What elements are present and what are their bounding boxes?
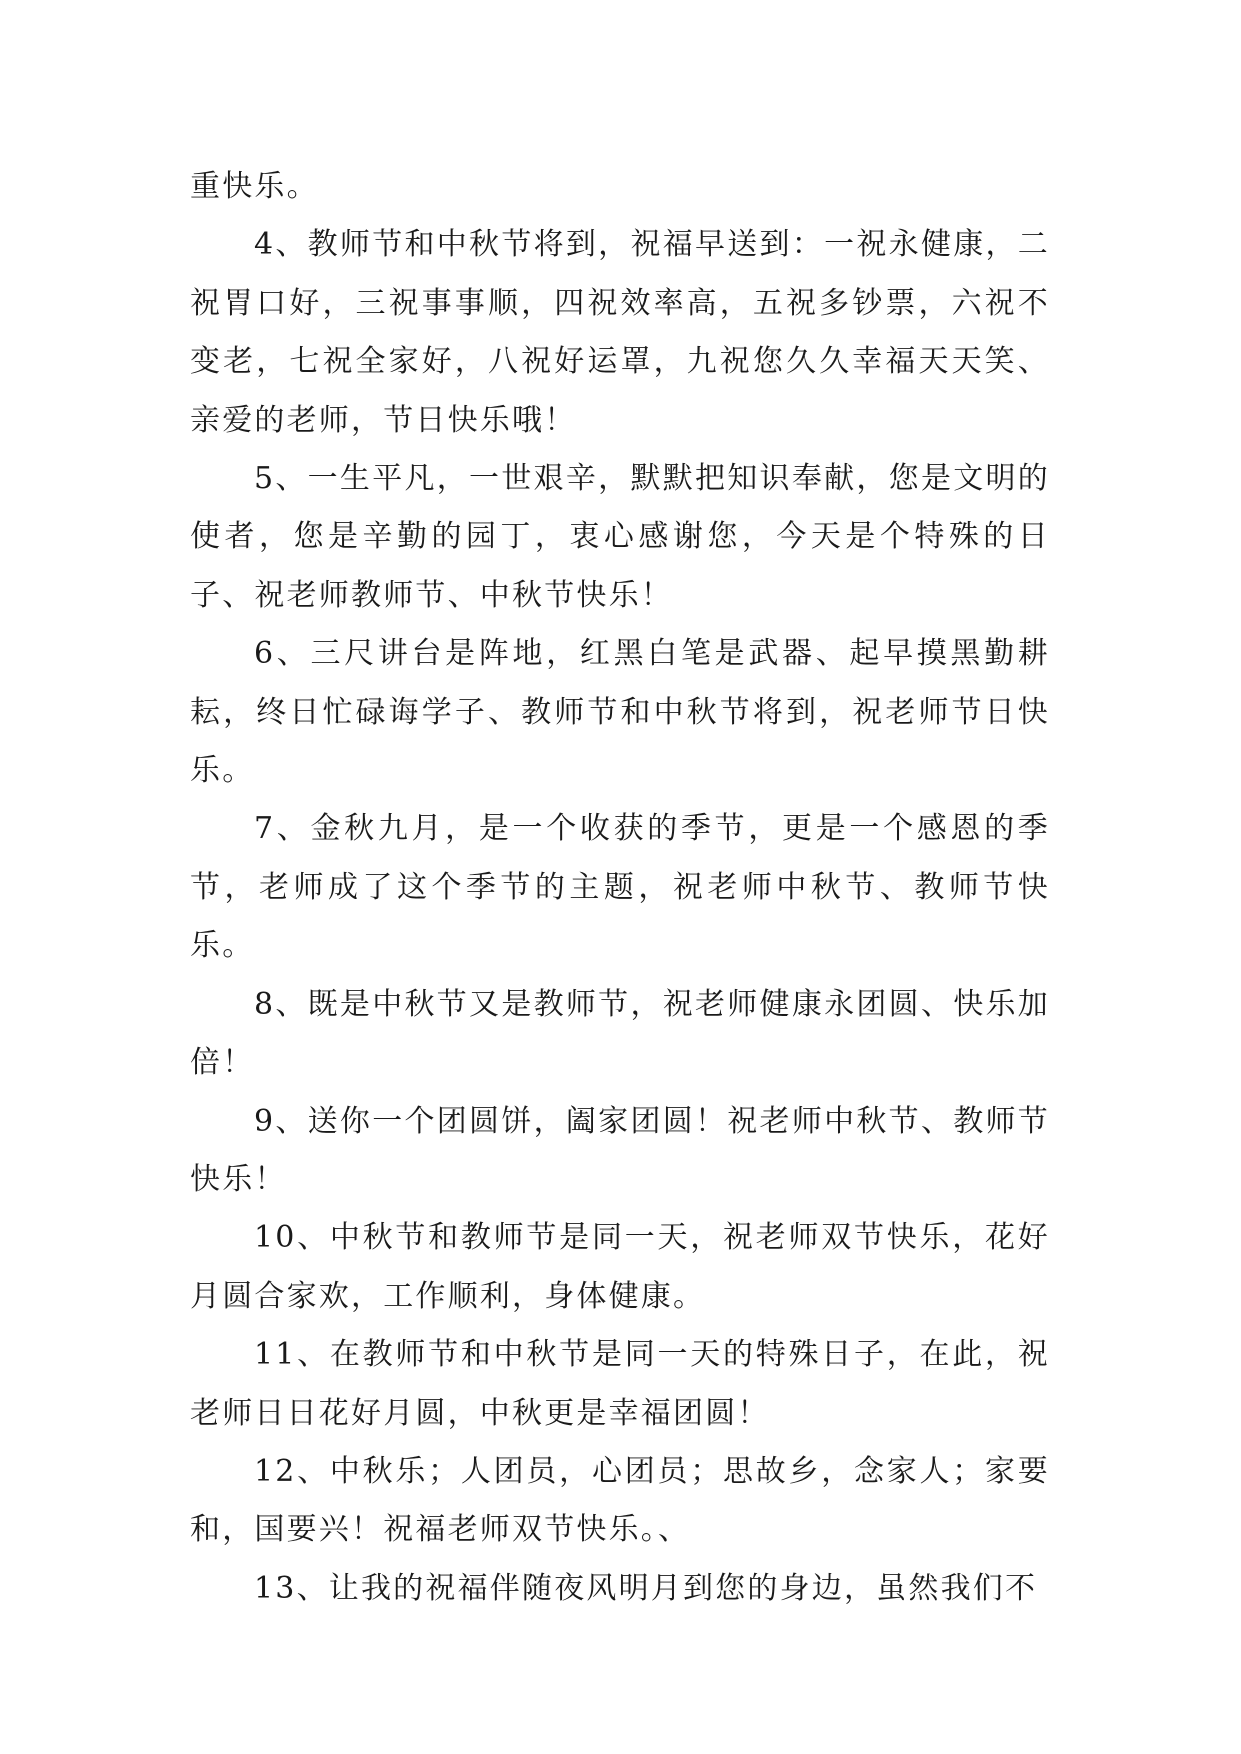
paragraph-continuation: 重快乐。	[190, 169, 319, 204]
paragraph-item-6: 6、三尺讲台是阵地，红黑白笔是武器、起早摸黑勤耕耘，终日忙碌诲学子、教师节和中秋节将到，祝老师节日快乐。	[190, 636, 1050, 789]
paragraph-item-4: 4、教师节和中秋节将到，祝福早送到：一祝永健康，二祝胃口好，三祝事事顺，四祝效率高，五祝多钞票，六祝不变老，七祝全家好，八祝好运罩，九祝您久久幸福天天笑、亲爱的老师，节日快乐哦！	[190, 227, 1050, 438]
paragraph-item-8: 8、既是中秋节又是教师节，祝老师健康永团圆、快乐加倍！	[190, 986, 1050, 1081]
paragraph-item-9: 9、送你一个团圆饼，阖家团圆！祝老师中秋节、教师节快乐！	[190, 1103, 1050, 1197]
paragraph-item-7: 7、金秋九月，是一个收获的季节，更是一个感恩的季节，老师成了这个季节的主题，祝老师中秋节、教师节快乐。	[190, 811, 1050, 964]
document-body	[190, 158, 1050, 1618]
paragraph-item-13: 13、让我的祝福伴随夜风明月到您的身边，虽然我们不	[254, 1570, 1038, 1606]
paragraph-item-10: 10、中秋节和教师节是同一天，祝老师双节快乐，花好月圆合家欢，工作顺利，身体健康。	[190, 1220, 1050, 1314]
paragraph-item-5: 5、一生平凡，一世艰辛，默默把知识奉献，您是文明的使者，您是辛勤的园丁，衷心感谢您，今天是个特殊的日子、祝老师教师节、中秋节快乐！	[190, 461, 1050, 613]
paragraph-item-12: 12、中秋乐；人团员，心团员；思故乡，念家人；家要和，国要兴！祝福老师双节快乐。、	[190, 1453, 1050, 1548]
paragraph-item-11: 11、在教师节和中秋节是同一天的特殊日子，在此，祝老师日日花好月圆，中秋更是幸福团圆！	[190, 1337, 1050, 1431]
